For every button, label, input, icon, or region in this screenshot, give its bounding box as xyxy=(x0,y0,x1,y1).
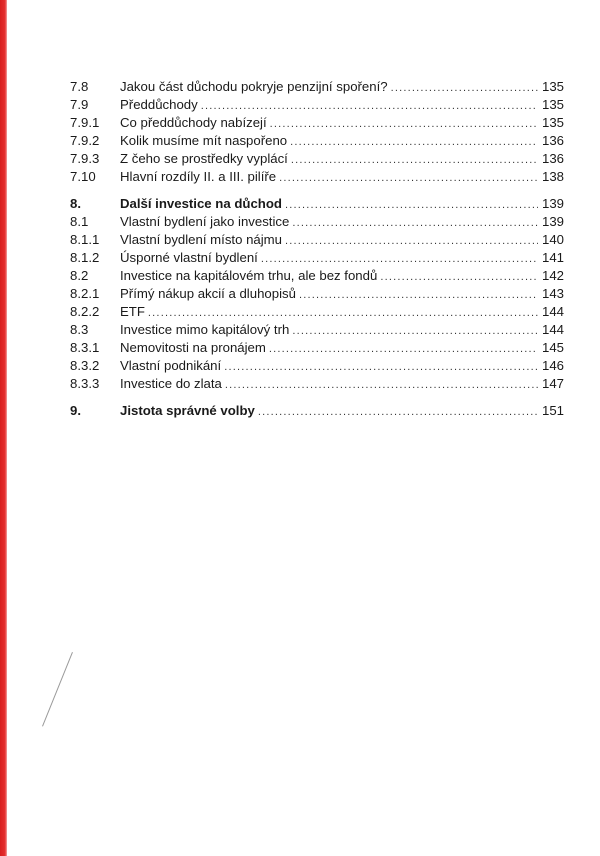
toc-page: 141 xyxy=(541,250,564,265)
toc-number: 7.9.2 xyxy=(70,133,100,148)
toc-number: 8.1.1 xyxy=(70,232,100,247)
toc-title: ETF xyxy=(120,304,145,319)
toc-page: 139 xyxy=(541,196,564,211)
toc-entry-8-1 xyxy=(70,213,564,231)
toc-leader-dots xyxy=(270,115,538,133)
toc-page: 146 xyxy=(541,358,564,373)
toc-entry-8-3-1 xyxy=(70,339,564,357)
toc-leader-dots xyxy=(380,268,538,286)
toc-entry-7-10 xyxy=(70,168,564,186)
toc-leader-dots xyxy=(299,286,538,304)
toc-entry-8-3-3 xyxy=(70,375,564,393)
toc-page: 143 xyxy=(541,286,564,301)
toc-entry-7-9-2 xyxy=(70,132,564,150)
toc-entry-7-9-3 xyxy=(70,150,564,168)
toc-number: 8.3.3 xyxy=(70,376,100,391)
toc-entry-8-2-2 xyxy=(70,303,564,321)
toc-title: Nemovitosti na pronájem xyxy=(120,340,266,355)
toc-entry-8-2-1 xyxy=(70,285,564,303)
toc-chapter-8 xyxy=(70,195,564,213)
toc-page: 144 xyxy=(541,304,564,319)
toc-leader-dots xyxy=(285,196,538,214)
toc-leader-dots xyxy=(292,214,538,232)
toc-page: 142 xyxy=(541,268,564,283)
toc-leader-dots xyxy=(279,169,538,187)
toc-leader-dots xyxy=(291,151,538,169)
red-page-edge xyxy=(0,0,7,856)
toc-leader-dots xyxy=(285,232,538,250)
toc-entry-8-2 xyxy=(70,267,564,285)
toc-entry-7-8 xyxy=(70,78,564,96)
table-of-contents xyxy=(70,78,564,420)
toc-leader-dots xyxy=(292,322,538,340)
toc-page: 135 xyxy=(541,97,564,112)
toc-leader-dots xyxy=(258,403,538,421)
toc-page: 140 xyxy=(541,232,564,247)
toc-page: 145 xyxy=(541,340,564,355)
toc-number: 7.9 xyxy=(70,97,89,112)
toc-page: 136 xyxy=(541,151,564,166)
toc-title: Předdůchody xyxy=(120,97,198,112)
toc-number: 8.3.1 xyxy=(70,340,100,355)
toc-number: 8. xyxy=(70,196,81,211)
scan-mark xyxy=(42,652,73,727)
toc-title: Vlastní bydlení jako investice xyxy=(120,214,290,229)
toc-title: Vlastní bydlení místo nájmu xyxy=(120,232,282,247)
toc-title: Investice do zlata xyxy=(120,376,222,391)
toc-leader-dots xyxy=(201,97,538,115)
toc-title: Investice mimo kapitálový trh xyxy=(120,322,290,337)
toc-page: 135 xyxy=(541,115,564,130)
toc-title: Investice na kapitálovém trhu, ale bez fondů xyxy=(120,268,378,283)
toc-page: 144 xyxy=(541,322,564,337)
toc-title: Co předdůchody nabízejí xyxy=(120,115,267,130)
toc-number: 8.2.1 xyxy=(70,286,100,301)
toc-title: Jistota správné volby xyxy=(120,403,255,418)
toc-title: Hlavní rozdíly II. a III. pilíře xyxy=(120,169,277,184)
toc-entry-8-3 xyxy=(70,321,564,339)
toc-title: Vlastní podnikání xyxy=(120,358,222,373)
toc-leader-dots xyxy=(269,340,538,358)
toc-leader-dots xyxy=(290,133,538,151)
toc-number: 7.10 xyxy=(70,169,96,184)
toc-number: 7.8 xyxy=(70,79,89,94)
toc-leader-dots xyxy=(225,376,538,394)
toc-title: Další investice na důchod xyxy=(120,196,282,211)
toc-page: 147 xyxy=(541,376,564,391)
toc-number: 8.3.2 xyxy=(70,358,100,373)
toc-entry-8-1-2 xyxy=(70,249,564,267)
toc-number: 7.9.3 xyxy=(70,151,100,166)
toc-entry-7-9 xyxy=(70,96,564,114)
toc-page: 138 xyxy=(541,169,564,184)
toc-number: 8.1.2 xyxy=(70,250,100,265)
toc-page: 139 xyxy=(541,214,564,229)
toc-entry-8-1-1 xyxy=(70,231,564,249)
toc-title: Jakou část důchodu pokryje penzijní spoření? xyxy=(120,79,388,94)
toc-number: 8.2.2 xyxy=(70,304,100,319)
toc-number: 7.9.1 xyxy=(70,115,100,130)
toc-leader-dots xyxy=(224,358,538,376)
toc-number: 9. xyxy=(70,403,81,418)
toc-number: 8.1 xyxy=(70,214,89,229)
toc-title: Kolik musíme mít naspořeno xyxy=(120,133,288,148)
toc-title: Přímý nákup akcií a dluhopisů xyxy=(120,286,296,301)
toc-leader-dots xyxy=(391,79,538,97)
toc-leader-dots xyxy=(148,304,538,322)
toc-chapter-9 xyxy=(70,402,564,420)
toc-page: 135 xyxy=(541,79,564,94)
toc-number: 8.2 xyxy=(70,268,89,283)
toc-page: 136 xyxy=(541,133,564,148)
toc-page: 151 xyxy=(541,403,564,418)
toc-entry-8-3-2 xyxy=(70,357,564,375)
toc-title: Z čeho se prostředky vyplácí xyxy=(120,151,288,166)
toc-entry-7-9-1 xyxy=(70,114,564,132)
toc-title: Úsporné vlastní bydlení xyxy=(120,250,258,265)
toc-number: 8.3 xyxy=(70,322,89,337)
toc-leader-dots xyxy=(261,250,538,268)
